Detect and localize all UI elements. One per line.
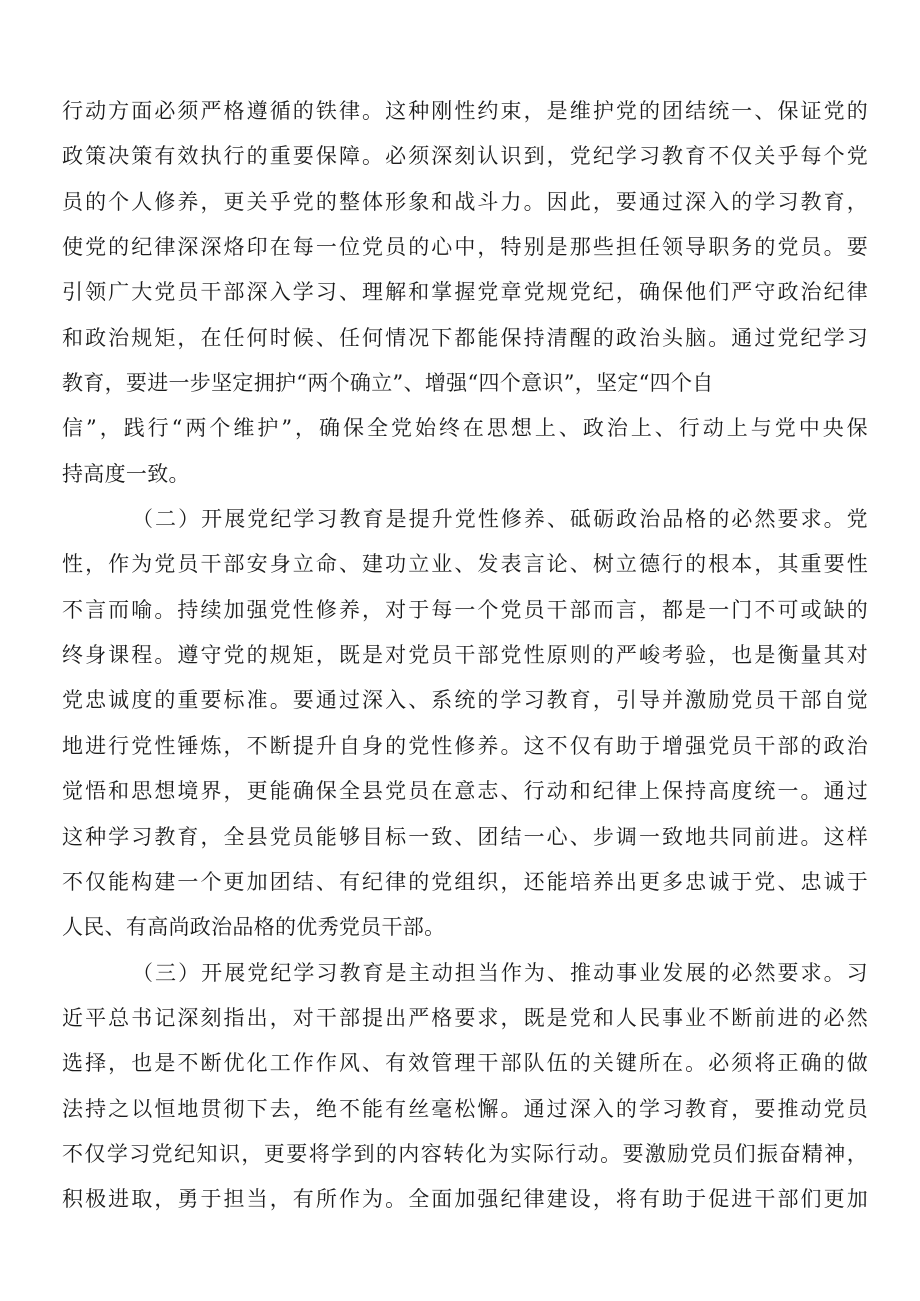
paragraph-2-line-10: 人民、有高尚政治品格的优秀党员干部。 [62, 915, 446, 940]
paragraph-3-line-6: 积极进取，勇于担当，有所作为。全面加强纪律建设，将有助于促进干部们更加 [62, 1187, 868, 1212]
paragraph-1-line-3: 员的个人修养，更关乎党的整体形象和战斗力。因此，要通过深入的学习教育， [62, 189, 868, 214]
paragraph-3-line-4: 法持之以恒地贯彻下去，绝不能有丝毫松懈。通过深入的学习教育，要推动党员 [62, 1096, 868, 1121]
paragraph-1-line-9: 持高度一致。 [62, 461, 190, 486]
paragraph-1-line-8: 信”，践行“两个维护”，确保全党始终在思想上、政治上、行动上与党中央保 [62, 416, 868, 441]
paragraph-1-line-4: 使党的纪律深深烙印在每一位党员的心中，特别是那些担任领导职务的党员。要 [62, 235, 868, 260]
paragraph-3-line-2: 近平总书记深刻指出，对干部提出严格要求，既是党和人民事业不断前进的必然 [62, 1005, 868, 1030]
paragraph-1-line-7: 教育，要进一步坚定拥护“两个确立”、增强“四个意识”，坚定“四个自 [62, 371, 714, 396]
paragraph-1-line-6: 和政治规矩，在任何时候、任何情况下都能保持清醒的政治头脑。通过党纪学习 [62, 325, 868, 350]
paragraph-3-line-5: 不仅学习党纪知识，更要将学到的内容转化为实际行动。要激励党员们振奋精神， [62, 1141, 868, 1166]
paragraph-1-line-5: 引领广大党员干部深入学习、理解和掌握党章党规党纪，确保他们严守政治纪律 [62, 280, 868, 305]
paragraph-2-line-3: 不言而喻。持续加强党性修养，对于每一个党员干部而言，都是一门不可或缺的 [62, 597, 868, 622]
paragraph-2-line-2: 性，作为党员干部安身立命、建功立业、发表言论、树立德行的根本，其重要性 [62, 552, 868, 577]
paragraph-2-line-8: 这种学习教育，全县党员能够目标一致、团结一心、步调一致地共同前进。这样 [62, 824, 868, 849]
paragraph-1-line-1: 行动方面必须严格遵循的铁律。这种刚性约束，是维护党的团结统一、保证党的 [62, 99, 868, 123]
paragraph-2-line-9: 不仅能构建一个更加团结、有纪律的党组织，还能培养出更多忠诚于党、忠诚于 [62, 869, 868, 894]
paragraph-2-line-6: 地进行党性锤炼，不断提升自身的党性修养。这不仅有助于增强党员干部的政治 [62, 733, 868, 758]
paragraph-2-line-7: 觉悟和思想境界，更能确保全县党员在意志、行动和纪律上保持高度统一。通过 [62, 779, 868, 804]
body-text [62, 89, 868, 1223]
paragraph-2-line-4: 终身课程。遵守党的规矩，既是对党员干部党性原则的严峻考验，也是衡量其对 [62, 643, 868, 668]
paragraph-3-line-1: （三）开展党纪学习教育是主动担当作为、推动事业发展的必然要求。习 [132, 960, 868, 985]
paragraph-2-line-1: （二）开展党纪学习教育是提升党性修养、砥砺政治品格的必然要求。党 [132, 507, 868, 532]
paragraph-1-line-2: 政策决策有效执行的重要保障。必须深刻认识到，党纪学习教育不仅关乎每个党 [62, 144, 868, 169]
paragraph-3-line-3: 选择，也是不断优化工作作风、有效管理干部队伍的关键所在。必须将正确的做 [62, 1051, 868, 1076]
paragraph-2-line-5: 党忠诚度的重要标准。要通过深入、系统的学习教育，引导并激励党员干部自觉 [62, 688, 868, 713]
